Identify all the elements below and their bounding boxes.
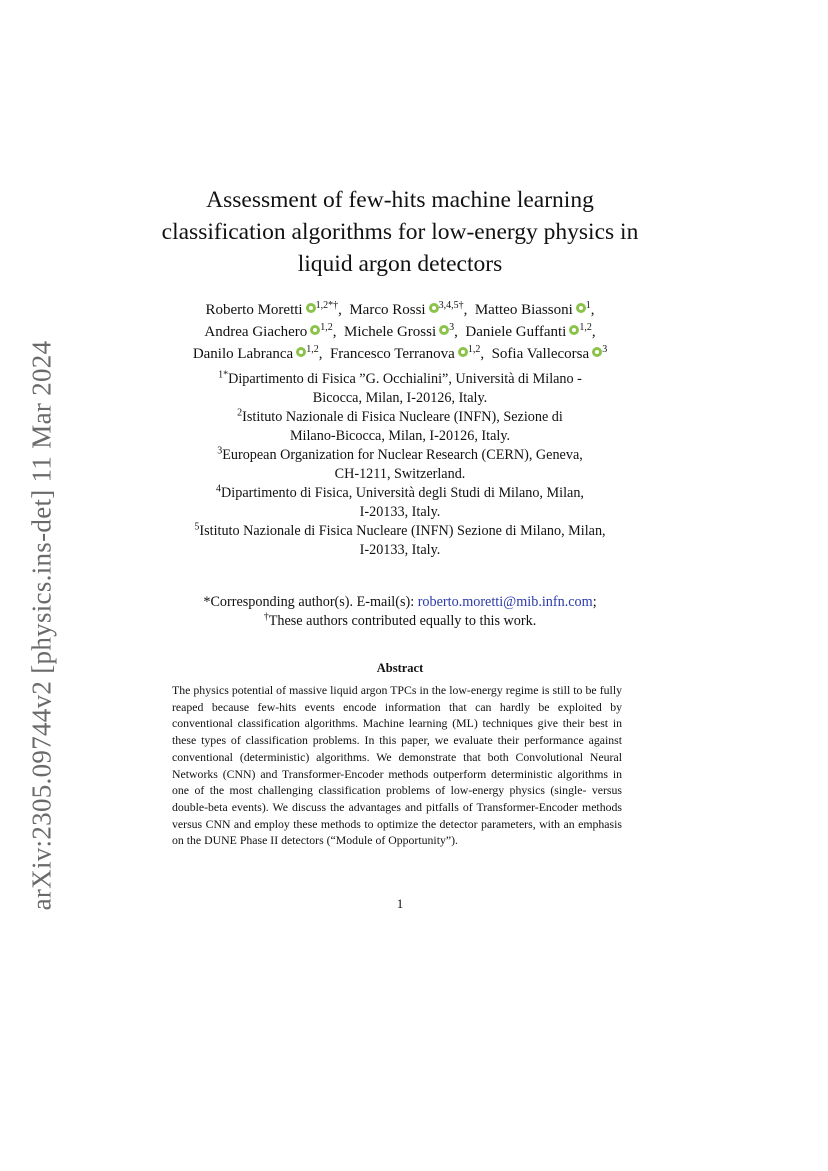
affiliation-line: Dipartimento di Fisica, Università degli Studi di Milano, Milan, — [221, 485, 584, 501]
affiliation-item — [150, 446, 650, 484]
affiliation-line: Milano-Bicocca, Milan, I-20126, Italy. — [289, 428, 511, 444]
author-name: Daniele Guffanti — [465, 324, 567, 340]
author-list — [130, 299, 670, 365]
paper-title — [120, 184, 680, 280]
affiliation-item — [150, 522, 650, 560]
affiliation-line: Istituto Nazionale di Fisica Nucleare (INFN), Sezione di — [242, 409, 563, 425]
orcid-icon[interactable] — [429, 303, 439, 313]
author-name: Danilo Labranca — [192, 346, 294, 362]
author-line-3: Danilo Labranca $^{1,2}$, Francesco Terranova $^{1,2}$, Sofia Vallecorsa $^3$ — [192, 344, 608, 362]
abstract-text: The physics potential of massive liquid argon TPCs in the low-energy regime is still to be fully reaped because few-hits events encode information that can hardly be exploited by conventional classification algorithms. Machine learning (ML) techniques give their best in these types of classification problems. In this paper, we evaluate their performance against conventional (deterministic) algorithms. We demonstrate that both Convolutional Neural Networks (CNN) and Transformer-Encoder methods outperform deterministic algorithms in one of the most challenging classification problems of low-energy physics (single- versus double-beta events). We discuss the advantages and pitfalls of Transformer-Encoder methods versus CNN and employ these methods to optimize the detector parameters, with an emphasis on the DUNE Phase II detectors (“Module of Opportunity”). — [172, 683, 622, 848]
affiliation-item — [150, 370, 650, 408]
author-affil-marks: 1,2 — [306, 344, 319, 355]
affiliation-line: CH-1211, Switzerland. — [334, 466, 466, 482]
abstract-heading: Abstract — [376, 661, 424, 675]
author-affil-marks: 1,2 — [467, 344, 481, 355]
affiliation-list — [150, 370, 650, 560]
author-name: Roberto Moretti — [205, 302, 303, 318]
author-name: Michele Grossi — [344, 324, 437, 340]
affiliation-line: Dipartimento di Fisica ”G. Occhialini”, Università di Milano - — [228, 371, 582, 387]
author-name: Matteo Biassoni — [474, 302, 573, 318]
affiliation-mark: 3 — [217, 445, 223, 457]
orcid-icon[interactable] — [592, 347, 602, 357]
affiliation-line: I-20133, Italy. — [359, 504, 441, 520]
author-name: Andrea Giachero — [204, 324, 308, 340]
author-affil-marks: 3,4,5† — [438, 300, 464, 311]
author-affil-marks: 1,2 — [579, 322, 592, 333]
correspondence-prefix: *Corresponding author(s). E-mail(s): — [203, 594, 418, 610]
orcid-icon[interactable] — [306, 303, 316, 313]
affiliation-item — [150, 484, 650, 522]
orcid-icon[interactable] — [569, 325, 579, 335]
author-affil-marks: 1 — [585, 300, 591, 311]
author-affil-marks: 1,2 — [320, 322, 333, 333]
author-name: Marco Rossi — [349, 302, 426, 318]
title-line-3: liquid argon detectors — [297, 251, 503, 277]
author-line-2: Andrea Giachero $^{1,2}$, Michele Grossi $^3$, Daniele Guffanti $^{1,2}$, — [204, 322, 596, 340]
affiliation-mark: 1* — [218, 369, 229, 381]
affiliation-line: I-20133, Italy. — [359, 542, 441, 558]
orcid-icon[interactable] — [310, 325, 320, 335]
author-line-1: Roberto Moretti $^{1,2*\dagger}$, Marco Rossi $^{3,4,5\dagger}$, Matteo Biassoni $^1$, — [205, 300, 595, 318]
author-affil-marks: 1,2*† — [315, 300, 339, 311]
arxiv-identifier: arXiv:2305.09744v2 [physics.ins-det] 11 Mar 2024 — [26, 340, 57, 910]
author-name: Sofia Vallecorsa — [491, 346, 590, 362]
title-line-2: classification algorithms for low-energy physics in — [161, 219, 639, 245]
orcid-icon[interactable] — [439, 325, 449, 335]
correspondence — [130, 593, 670, 631]
affiliation-line: Istituto Nazionale di Fisica Nucleare (INFN) Sezione di Milano, Milan, — [199, 523, 606, 539]
affiliation-mark: 4 — [216, 483, 222, 495]
affiliation-mark: 2 — [237, 407, 243, 419]
correspondence-suffix: ; — [592, 594, 597, 610]
arxiv-sidebar — [22, 330, 62, 920]
affiliation-mark: 5 — [194, 521, 200, 533]
affiliation-line: European Organization for Nuclear Research (CERN), Geneva, — [222, 447, 583, 463]
title-line-1: Assessment of few-hits machine learning — [206, 187, 594, 213]
equal-contribution-note: These authors contributed equally to this work. — [268, 613, 537, 629]
author-affil-marks: 3 — [449, 322, 455, 333]
page-number: 1 — [396, 896, 404, 911]
orcid-icon[interactable] — [458, 347, 468, 357]
equal-contribution-mark: † — [263, 611, 269, 623]
email-link[interactable]: roberto.moretti@mib.infn.com — [417, 594, 593, 610]
orcid-icon[interactable] — [296, 347, 306, 357]
affiliation-item — [150, 408, 650, 446]
author-name: Francesco Terranova — [329, 346, 455, 362]
affiliation-line: Bicocca, Milan, I-20126, Italy. — [312, 390, 488, 406]
author-affil-marks: 3 — [602, 344, 608, 355]
orcid-icon[interactable] — [576, 303, 586, 313]
